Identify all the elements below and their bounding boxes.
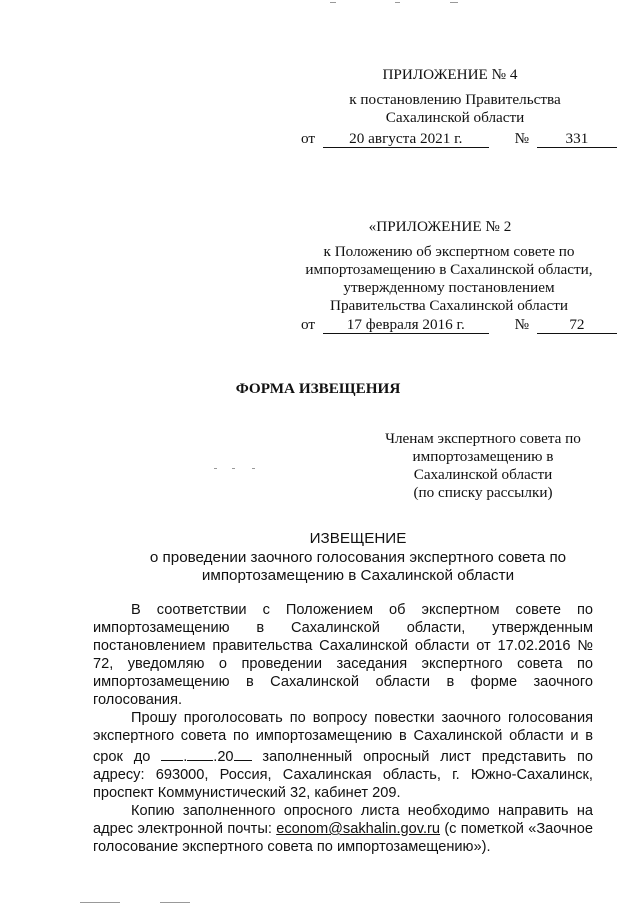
day-blank — [161, 745, 183, 761]
notice-title: ИЗВЕЩЕНИЕ — [309, 530, 407, 547]
scan-speck — [80, 902, 120, 903]
body-paragraph-2-end: заполненный опросный лист представить по адресу: 693000, Россия, Сахалинская область, г. Южно-Сахалинск, проспект Коммунистический 32, кабинет 209. — [93, 749, 593, 801]
form-title: ФОРМА ИЗВЕЩЕНИЯ — [235, 380, 401, 397]
email-link[interactable]: econom@sakhalin.gov.ru — [276, 821, 441, 837]
notice-subtitle-2: импортозамещению в Сахалинской области — [201, 567, 515, 584]
appendix-2-line4: Правительства Сахалинской области — [330, 297, 568, 314]
body-paragraph-3 — [93, 802, 593, 856]
appendix-4-date: 20 августа 2021 г. — [323, 130, 489, 148]
recipients-block — [378, 430, 588, 502]
scan-speck — [395, 2, 400, 3]
scan-speck — [160, 902, 190, 903]
body-paragraph-2 — [93, 709, 593, 802]
appendix-2-block — [290, 218, 608, 315]
appendix-4-line1: к постановлению Правительства — [349, 91, 561, 108]
appendix-2-date: 17 февраля 2016 г. — [323, 316, 489, 334]
scan-speck — [252, 468, 255, 469]
recipients-line2: импортозамещению в — [412, 448, 554, 465]
notice-heading — [0, 530, 636, 585]
appendix-4-line2: Сахалинской области — [385, 109, 525, 126]
scan-speck — [214, 468, 217, 469]
body-paragraph-3-end: (с пометкой «Заочное голосование экспертного совета по импортозамещению»). — [93, 821, 593, 855]
appendix-2-line1: к Положению об экспертном совете по — [323, 243, 575, 260]
recipients-line4: (по списку рассылки) — [413, 484, 553, 501]
appendix-2-title: «ПРИЛОЖЕНИЕ № 2 — [368, 218, 512, 235]
scan-speck — [450, 2, 458, 3]
appendix-2-line2: импортозамещению в Сахалинской области, — [305, 261, 593, 278]
appendix-4-number: 331 — [537, 130, 617, 148]
body-paragraph-3-start: Копию заполненного опросного листа необходимо направить на адрес электронной почты: — [93, 803, 593, 837]
scan-speck — [232, 468, 235, 469]
year-prefix: .20 — [213, 749, 234, 765]
appendix-4-date-row — [301, 130, 617, 148]
recipients-line3: Сахалинской области — [413, 466, 553, 483]
date-dot: . — [183, 749, 188, 765]
notice-body — [93, 601, 593, 856]
number-label-2: № — [514, 316, 530, 333]
scan-speck — [330, 2, 336, 3]
body-paragraph-2-start: Прошу проголосовать по вопросу повестки заочного голосования экспертного совета по импортозамещению в Сахалинской области и в срок до — [93, 710, 593, 765]
appendix-2-line3: утвержденному постановлением — [343, 279, 555, 296]
appendix-2-date-row — [301, 316, 617, 334]
from-label: от — [301, 130, 316, 147]
number-label: № — [514, 130, 530, 147]
appendix-2-number: 72 — [537, 316, 617, 334]
month-blank — [187, 745, 213, 761]
appendix-4-title: ПРИЛОЖЕНИЕ № 4 — [382, 66, 518, 83]
from-label-2: от — [301, 316, 316, 333]
appendix-4-block — [300, 66, 610, 127]
year-blank — [234, 745, 252, 761]
recipients-line1: Членам экспертного совета по — [385, 430, 581, 447]
notice-subtitle-1: о проведении заочного голосования экспертного совета по — [149, 549, 567, 566]
body-paragraph-1: В соответствии с Положением об экспертном совете по импортозамещению в Сахалинской области, утвержденным постановлением правительства Сахалинской области от 17.02.2016 № 72, уведомляю о проведении заседания экспертного совета по импортозамещению в Сахалинской области в форме заочного голосования. — [93, 602, 593, 708]
